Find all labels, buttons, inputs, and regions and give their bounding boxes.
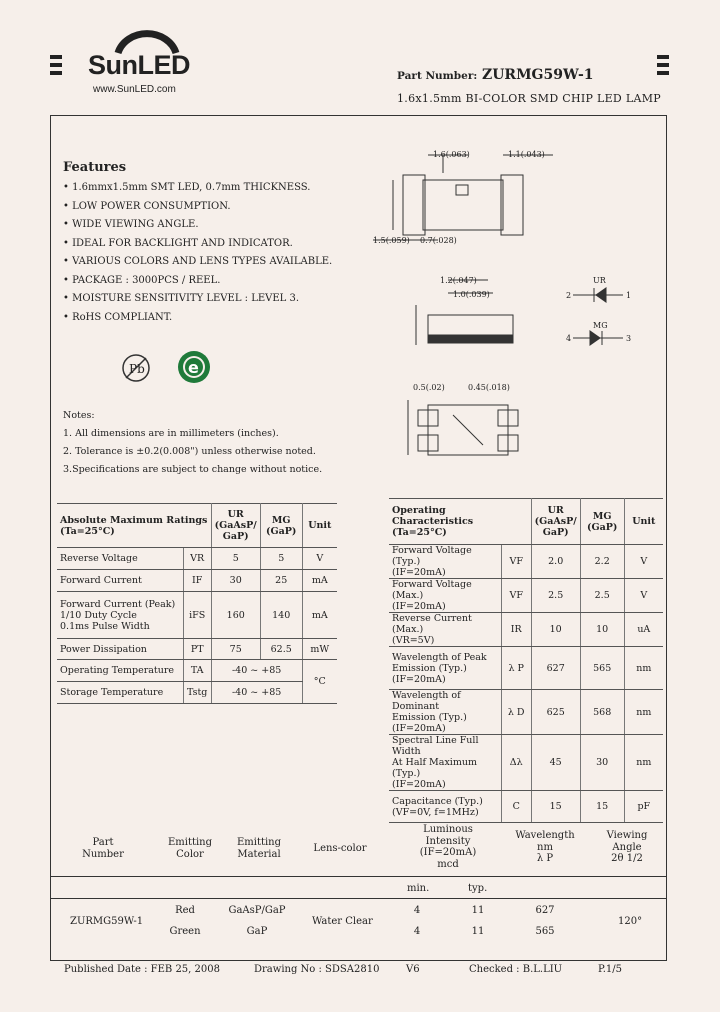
cell: 75 [211,639,260,660]
cell: Reverse Current (Max.) [392,613,472,635]
pin-1: 1 [626,291,632,300]
op-col-ur-sub: (GaAsP/ [534,516,577,527]
cell: pF [624,791,663,823]
pt-h-emit-color-2: Color [176,849,204,860]
cell: 2.5 [580,579,624,613]
table-row [389,647,663,690]
abs-max-table [57,503,337,704]
pt-h-wave-3: λ P [536,853,554,864]
feature-item: • WIDE VIEWING ANGLE. [63,219,199,230]
dim-bot-b: 0.45(.018) [468,383,510,392]
notes-title: Notes: [63,410,95,421]
cell: TA [183,660,211,682]
cell: 2.0 [531,545,580,579]
cell: 45 [531,735,580,791]
pin-4: 4 [566,334,572,343]
abs-col-unit: Unit [302,504,337,548]
pb-label: Pb [129,362,145,376]
pt-row-red-min: 4 [413,905,421,916]
cell: (VR=5V) [392,635,435,646]
cell: Forward Current [57,570,183,592]
cell: λ D [501,690,531,735]
cell: 627 [531,647,580,690]
op-col-mg-sub: (GaP) [586,521,618,533]
feature-item: • 1.6mmx1.5mm SMT LED, 0.7mm THICKNESS. [63,182,311,193]
pt-row-red-color: Red [175,905,195,916]
cell: λ P [501,647,531,690]
op-title: Operating Characteristics [392,505,474,527]
pt-h-emit-color [155,837,225,861]
cell: 2.2 [580,545,624,579]
header-bar-right-3 [657,71,669,75]
table-row [57,682,337,704]
cell: (IF=20mA) [392,779,446,790]
cell: V [624,545,663,579]
op-col-mg: MG [592,510,612,522]
circuit-label-mg: MG [593,321,608,330]
cell: VF [501,545,531,579]
feature-item: • RoHS COMPLIANT. [63,311,173,323]
pt-h-lum-1: Luminous [423,824,473,835]
cell: uA [624,613,663,647]
cell: 160 [211,592,260,639]
pt-h-wave-2: nm [537,841,553,853]
cell: nm [624,735,663,791]
cell: 2.5 [531,579,580,613]
pt-h-lum-2: Intensity [425,835,471,847]
package-dimension-drawing [368,145,668,465]
cell: 30 [211,570,260,592]
cell: 5 [260,548,302,570]
pt-h-emit-mat [224,837,294,861]
pt-h-part-1: Part [92,837,114,848]
abs-condition: (Ta=25°C) [60,525,115,537]
feature-item: • LOW POWER CONSUMPTION. [63,200,231,212]
cell: Tstg [183,682,211,704]
cell: 15 [531,791,580,823]
website: www.SunLED.com [93,84,176,95]
pb-free-icon [120,352,152,384]
pt-h-lens: Lens-color [313,843,367,854]
pt-lens: Water Clear [312,916,373,927]
cell: Forward Voltage (Typ.) [392,545,472,567]
table-row [57,548,337,570]
cell: Spectral Line Full Width [392,735,479,757]
cell: Δλ [501,735,531,791]
dim-top-b: 1.1(.043) [508,150,545,159]
pt-h-emit-mat-2: Material [237,849,281,860]
part-number: ZURMG59W-1 [482,67,594,83]
rohs-label: e [188,358,199,377]
cell: 30 [580,735,624,791]
table-row [389,613,663,647]
footer-version: V6 [406,964,420,975]
cell: 5 [211,548,260,570]
abs-col-ur: UR [227,509,244,520]
pt-h-emit-color-1: Emitting [167,837,213,848]
cell: mA [302,592,337,639]
footer-page: P.1/5 [598,964,622,975]
pt-h-lum-3: (IF=20mA) [419,847,477,858]
dim-top-a: 1.6(.063) [433,150,470,159]
dim-left-a: 1.5(.059) [373,236,410,245]
op-char-table [389,498,663,823]
cell: 25 [260,570,302,592]
pt-row-red-wave: 627 [535,905,555,916]
cell: nm [624,690,663,735]
pt-h-lum [408,824,488,870]
table-row [57,639,337,660]
dim-bot-a: 0.5(.02) [413,383,445,392]
op-col-ur-sub2: GaP) [542,527,569,538]
circuit-label-ur: UR [593,276,606,285]
table-row [57,660,337,682]
pt-h-min: min. [407,883,430,894]
cell: C [501,791,531,823]
cell: IR [501,613,531,647]
table-row [389,735,663,791]
cell: IF [183,570,211,592]
pt-row-green-material: GaP [246,926,268,937]
abs-title: Absolute Maximum Ratings [60,514,208,526]
feature-item: • VARIOUS COLORS AND LENS TYPES AVAILABLE. [63,256,333,267]
cell: mW [302,639,337,660]
header-bar-right-2 [657,63,669,67]
cell: mA [302,570,337,592]
cell: °C [302,660,337,704]
pt-row-green-wave: 565 [535,926,555,937]
cell: Capacitance (Typ.) [392,795,483,807]
dim-mid-b: 1.0(.039) [453,290,490,299]
note-item: 2. Tolerance is ±0.2(0.008") unless otherwise noted. [63,446,316,457]
header-bar-left-1 [50,55,62,59]
op-condition: (Ta=25°C) [392,527,447,538]
description: 1.6x1.5mm BI-COLOR SMD CHIP LED LAMP [397,92,661,105]
features-list [63,179,332,327]
notes [63,407,322,479]
pt-part-number: ZURMG59W-1 [70,916,144,927]
cell: Wavelength of Peak [392,651,487,663]
cell: At Half Maximum (Typ.) [392,757,477,779]
part-table-divider [51,876,666,877]
logo-text: SunLED [88,50,190,80]
cell: Emission (Typ.) [392,662,467,674]
pt-h-view-2: Angle [612,841,642,853]
cell: (IF=20mA) [392,723,446,734]
table-row [57,592,337,639]
feature-item: • PACKAGE : 3000PCS / REEL. [63,274,221,286]
cell: (IF=20mA) [392,567,446,578]
dim-left-b: 0.7(.028) [420,236,457,245]
table-row [57,570,337,592]
pt-h-lum-4: mcd [437,858,459,870]
footer-drawing: Drawing No : SDSA2810 [254,964,380,975]
pt-h-part [68,837,138,861]
cell: 15 [580,791,624,823]
pt-row-red-typ: 11 [471,905,485,916]
cell: 1/10 Duty Cycle [60,609,137,621]
op-col-unit: Unit [624,499,663,545]
part-table-divider-2 [51,898,666,899]
cell: 10 [531,613,580,647]
cell: Reverse Voltage [57,548,183,570]
footer-checked: Checked : B.L.LIU [469,964,563,975]
table-row [389,791,663,823]
cell: 625 [531,690,580,735]
pt-row-green-typ: 11 [471,926,485,937]
table-row [389,690,663,735]
cell: Storage Temperature [57,682,183,704]
note-item: 3.Specifications are subject to change without notice. [63,464,323,475]
cell: V [624,579,663,613]
pt-h-view [592,830,662,865]
cell: (IF=20mA) [392,673,446,685]
feature-item: • MOISTURE SENSITIVITY LEVEL : LEVEL 3. [63,293,300,304]
header-bar-left-2 [50,63,62,67]
cell: 568 [580,690,624,735]
rohs-icon [176,349,212,385]
cell: 62.5 [260,639,302,660]
footer-published: Published Date : FEB 25, 2008 [64,964,220,975]
pt-h-view-1: Viewing [606,830,648,841]
cell: 565 [580,647,624,690]
dim-mid-a: 1.2(.047) [440,276,477,285]
pt-row-green-color: Green [169,926,201,937]
cell: (VF=0V, f=1MHz) [392,806,479,818]
cell: Wavelength of Dominant [392,690,461,712]
pt-h-view-3: 2θ 1/2 [611,853,643,864]
cell: VR [183,548,211,570]
pt-h-part-2: Number [82,849,124,860]
cell: 140 [260,592,302,639]
abs-col-mg: MG [271,514,291,526]
op-col-ur: UR [547,505,564,516]
abs-col-ur-sub: (GaAsP/ [214,520,257,531]
pt-h-wave [510,830,580,865]
cell: PT [183,639,211,660]
cell: Power Dissipation [57,639,183,660]
abs-col-ur-sub2: GaP) [222,531,249,542]
pt-row-green-min: 4 [413,926,421,937]
cell: Emission (Typ.) [392,712,467,723]
feature-item: • IDEAL FOR BACKLIGHT AND INDICATOR. [63,237,293,249]
table-row [389,545,663,579]
part-number-label: Part Number: [397,70,478,82]
pt-h-emit-mat-1: Emitting [236,837,282,848]
pt-row-red-material: GaAsP/GaP [228,905,286,916]
cell: 0.1ms Pulse Width [60,620,150,632]
cell: iFS [183,592,211,639]
cell: -40 ~ +85 [211,660,302,682]
cell: V [302,548,337,570]
abs-col-mg-sub: (GaP) [266,525,297,537]
cell: Operating Temperature [57,660,183,682]
cell: VF [501,579,531,613]
pin-3: 3 [626,334,632,343]
cell: 10 [580,613,624,647]
cell: (IF=20mA) [392,601,446,612]
header-bar-left-3 [50,71,62,75]
cell: Forward Voltage (Max.) [392,579,472,601]
cell: Forward Current (Peak) [60,598,176,610]
cell: -40 ~ +85 [211,682,302,704]
note-item: 1. All dimensions are in millimeters (inches). [63,428,279,439]
pt-angle: 120° [618,916,643,927]
pin-2: 2 [566,291,572,300]
pt-h-typ: typ. [468,883,488,894]
header-bar-right-1 [657,55,669,59]
pt-h-wave-1: Wavelength [515,830,575,841]
table-row [389,579,663,613]
features-title: Features [63,160,127,175]
cell: nm [624,647,663,690]
